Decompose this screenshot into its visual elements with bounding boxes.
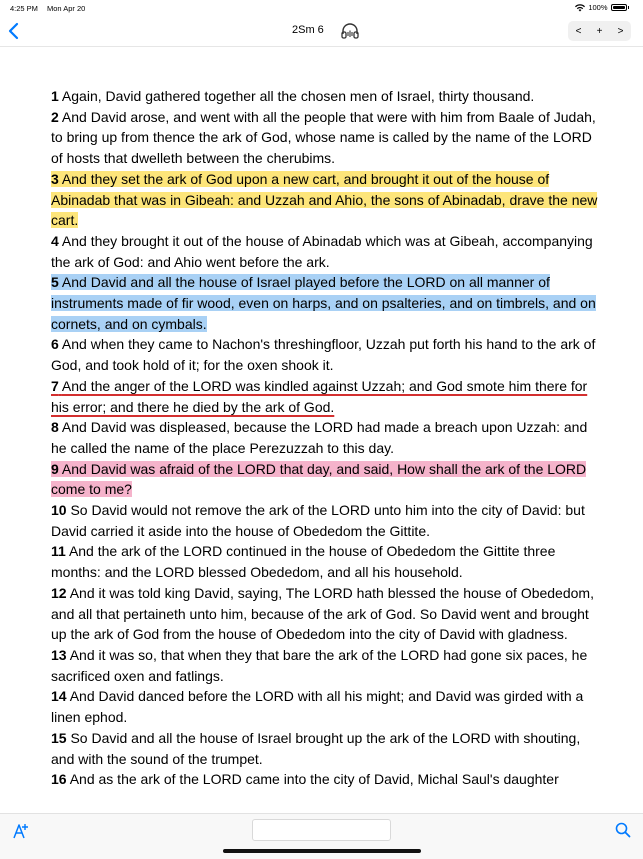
search-input[interactable] xyxy=(252,819,391,841)
verse-number: 14 xyxy=(51,688,67,705)
verse-body xyxy=(51,233,593,270)
headphones-icon[interactable] xyxy=(340,22,360,40)
verse-body xyxy=(51,771,559,787)
verse[interactable] xyxy=(51,645,599,686)
verse-number: 8 xyxy=(51,419,59,436)
verse-text: And when they came to Nachon's threshingfloor, Uzzah put forth his hand to the ark of God, and took hold of it; for the oxen shook it. xyxy=(51,336,596,374)
verse-text: And the anger of the LORD was kindled against Uzzah; and God smote him there for his error; and there he died by the ark of God. xyxy=(51,377,588,415)
verse-body xyxy=(51,419,587,456)
verse-number: 3 xyxy=(51,170,59,187)
verse-number: 15 xyxy=(51,729,67,746)
verse-number: 9 xyxy=(51,460,59,477)
verse-text: So David and all the house of Israel brought up the ark of the LORD with shouting, and with the sound of the trumpet. xyxy=(51,729,581,767)
battery-percent: 100% xyxy=(588,3,608,12)
verse-text: So David would not remove the ark of the LORD unto him into the city of David: but David carried it aside into the house of Obededom the Gittite. xyxy=(51,502,585,539)
verse-number: 4 xyxy=(51,232,59,249)
verse[interactable] xyxy=(51,583,599,645)
verse-body xyxy=(51,461,586,498)
verse-text: And David arose, and went with all the people that were with him from Baale of Judah, to bring up from thence the ark of God, whose name is called by the name of the LORD of hosts that dwelleth between the cherubims. xyxy=(51,108,596,167)
verse-text: And they set the ark of God upon a new cart, and brought it out of the house of Abinadab that was in Gibeah: and Uzzah and Ahio, the sons of Abinadab, drave the new cart. xyxy=(51,170,598,229)
battery-icon xyxy=(611,4,627,11)
verse[interactable] xyxy=(51,272,599,334)
verse-number: 6 xyxy=(51,336,59,353)
verse-body xyxy=(51,688,583,725)
wifi-icon xyxy=(575,4,585,12)
search-icon[interactable] xyxy=(615,822,631,838)
verse-text: Again, David gathered together all the chosen men of Israel, thirty thousand. xyxy=(61,88,535,104)
chevron-left-icon[interactable] xyxy=(4,20,24,42)
chapter-title[interactable]: 2Sm 6 xyxy=(292,24,324,36)
verse-text: And David and all the house of Israel played before the LORD on all manner of instruments made of fir wood, even on harps, and on psalteries, and on timbrels, and on cornets, and on cymbals. xyxy=(51,274,596,332)
verse-body xyxy=(51,109,596,166)
verse-text: And David was displeased, because the LORD had made a breach upon Uzzah: and he called the name of the place Perezuzzah to this day. xyxy=(51,419,588,456)
verse[interactable] xyxy=(51,417,599,458)
verse-number: 11 xyxy=(51,543,66,560)
verse-number: 16 xyxy=(51,771,67,788)
verse-text: And David danced before the LORD with all his might; and David was girded with a linen ephod. xyxy=(51,688,584,726)
verse-body xyxy=(51,730,580,767)
verse[interactable] xyxy=(51,169,599,231)
status-bar xyxy=(0,0,643,16)
status-right xyxy=(575,3,629,12)
verse[interactable] xyxy=(51,769,599,790)
verse-text: And David was afraid of the LORD that day, and said, How shall the ark of the LORD come to me? xyxy=(51,460,587,498)
verse[interactable] xyxy=(51,459,599,500)
verse[interactable] xyxy=(51,500,599,541)
verse[interactable] xyxy=(51,728,599,769)
chapter-text xyxy=(51,86,599,790)
battery-cap xyxy=(628,6,630,9)
status-time: 4:25 PM xyxy=(10,4,38,13)
status-date: Mon Apr 20 xyxy=(47,4,86,13)
verse[interactable] xyxy=(51,686,599,727)
add-button[interactable]: + xyxy=(596,25,603,37)
verse-number: 12 xyxy=(51,584,67,601)
verse[interactable] xyxy=(51,231,599,272)
verse-body xyxy=(51,647,587,684)
verse-text: And it was told king David, saying, The LORD hath blessed the house of Obededom, and all that pertaineth unto him, because of the ark of God. So David went and brought up the ark of God from the house of Obededom into the city of David with gladness. xyxy=(51,584,594,643)
verse[interactable] xyxy=(51,376,599,417)
verse-body xyxy=(51,378,587,415)
verse[interactable] xyxy=(51,541,599,582)
verse-number: 10 xyxy=(51,502,67,519)
verse-text: And they brought it out of the house of Abinadab which was at Gibeah, accompanying the ark of God: and Ahio went before the ark. xyxy=(51,232,593,270)
verse-body xyxy=(51,171,597,228)
verse-body xyxy=(51,543,555,580)
verse[interactable] xyxy=(51,334,599,375)
verse-body xyxy=(51,88,534,104)
verse-number: 2 xyxy=(51,108,59,125)
verse-body xyxy=(51,274,596,331)
prev-chapter-button[interactable]: < xyxy=(575,25,582,37)
verse-body xyxy=(51,502,585,539)
nav-bar xyxy=(0,16,643,47)
verse-text: And as the ark of the LORD came into the city of David, Michal Saul's daughter xyxy=(69,771,559,788)
chapter-nav-group xyxy=(568,21,631,41)
verse-number: 5 xyxy=(51,274,59,291)
font-size-icon[interactable] xyxy=(12,822,30,840)
verse[interactable] xyxy=(51,86,599,107)
verse-number: 1 xyxy=(51,88,59,104)
home-indicator xyxy=(223,849,421,853)
verse-body xyxy=(51,336,595,373)
verse[interactable] xyxy=(51,107,599,169)
verse-number: 7 xyxy=(51,377,59,394)
verse-number: 13 xyxy=(51,646,67,663)
verse-text: And the ark of the LORD continued in the house of Obededom the Gittite three months: and the LORD blessed Obededom, and all his household. xyxy=(51,543,556,581)
verse-text: And it was so, that when they that bare the ark of the LORD had gone six paces, he sacrificed oxen and fatlings. xyxy=(51,646,588,684)
next-chapter-button[interactable]: > xyxy=(617,25,624,37)
verse-body xyxy=(51,585,594,642)
